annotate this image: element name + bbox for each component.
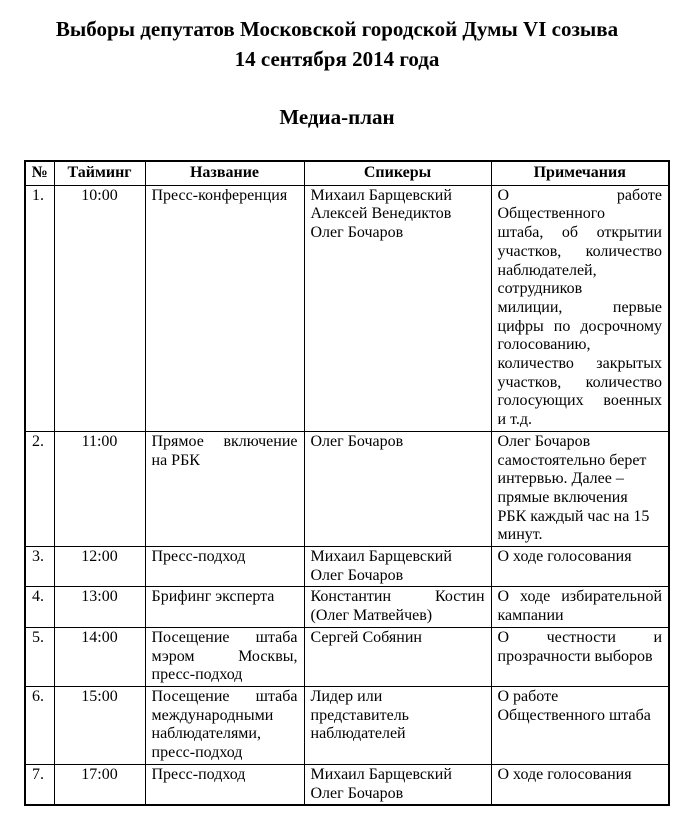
cell-timing: 12:00 <box>54 547 145 587</box>
cell-text-line: Олег Бочаров <box>310 784 404 802</box>
cell-text-line: О работе <box>497 186 662 204</box>
cell-text-line: Пресс-конференция <box>151 186 288 204</box>
cell-text-line: Посещение штаба <box>151 687 298 705</box>
cell-text-line: Михаил Барщевский <box>310 765 452 783</box>
cell-text-line: цифры по досрочному <box>497 317 662 335</box>
cell-text-line: О ходе голосования <box>497 765 632 783</box>
cell-number: 6. <box>25 686 54 764</box>
cell-text-line: (Олег Матвейчев) <box>310 607 433 625</box>
cell-speakers <box>304 185 491 431</box>
cell-text-line: О работе <box>497 687 559 705</box>
cell-title <box>145 547 304 587</box>
cell-text-line: наблюдателей <box>310 725 406 743</box>
cell-text-line: пресс-подход <box>151 744 243 762</box>
cell-text-line: милиции, первые <box>497 298 662 316</box>
cell-speakers <box>304 587 491 627</box>
cell-speakers <box>304 547 491 587</box>
cell-text-line: мэром Москвы, <box>151 647 298 665</box>
cell-notes <box>491 547 669 587</box>
cell-text-line: сотрудников <box>497 280 583 298</box>
cell-notes <box>491 185 669 431</box>
cell-text-line: самостоятельно берет <box>497 451 647 469</box>
cell-speakers <box>304 686 491 764</box>
table-row <box>25 686 669 764</box>
table-header-row <box>25 161 669 185</box>
cell-timing: 17:00 <box>54 764 145 805</box>
cell-number: 3. <box>25 547 54 587</box>
cell-text-line: О ходе избирательной <box>497 588 662 606</box>
cell-notes <box>491 686 669 764</box>
cell-text-line: Общественного штаба <box>497 706 651 724</box>
document-subtitle: Медиа-план <box>279 105 395 129</box>
cell-text-line: Общественного <box>497 205 605 223</box>
cell-timing: 14:00 <box>54 627 145 686</box>
cell-text-line: Прямое включение <box>151 432 298 450</box>
cell-text-line: и т.д. <box>497 411 532 429</box>
media-plan-table <box>24 160 670 806</box>
title-line-1: Выборы депутатов Московской городской Думы VI созыва <box>55 17 619 41</box>
cell-text-line: Олег Бочаров <box>310 432 404 450</box>
cell-text-line: Лидер или <box>310 687 383 705</box>
cell-text-line: штаба, об открытии <box>497 224 662 242</box>
cell-text-line: прозрачности выборов <box>497 647 653 665</box>
cell-text-line: РБК каждый час на 15 <box>497 507 650 525</box>
document-title <box>0 0 674 74</box>
cell-timing: 10:00 <box>54 185 145 431</box>
cell-text-line: минут. <box>497 526 543 544</box>
cell-text-line: участков, количество <box>497 373 662 391</box>
column-header-title: Название <box>145 161 304 185</box>
cell-timing: 11:00 <box>54 431 145 546</box>
table-row <box>25 547 669 587</box>
cell-number: 4. <box>25 587 54 627</box>
cell-text-line: количество закрытых <box>497 355 662 373</box>
cell-speakers <box>304 431 491 546</box>
cell-text-line: интервью. Далее – <box>497 470 624 488</box>
title-line-2: 14 сентября 2014 года <box>234 47 440 71</box>
cell-speakers <box>304 764 491 805</box>
cell-text-line: О ходе голосования <box>497 548 632 566</box>
table-row <box>25 587 669 627</box>
column-header-timing: Тайминг <box>54 161 145 185</box>
cell-text-line: Константин Костин <box>310 588 485 606</box>
cell-text-line: участков, количество <box>497 242 662 260</box>
column-header-notes: Примечания <box>491 161 669 185</box>
table-row <box>25 431 669 546</box>
cell-timing: 13:00 <box>54 587 145 627</box>
cell-text-line: наблюдателями, <box>151 725 261 743</box>
table-row <box>25 764 669 805</box>
cell-text-line: О честности и <box>497 628 662 646</box>
cell-text-line: Посещение штаба <box>151 628 298 646</box>
cell-speakers <box>304 627 491 686</box>
cell-text-line: Олег Бочаров <box>310 566 404 584</box>
cell-notes <box>491 764 669 805</box>
table-row <box>25 627 669 686</box>
cell-text-line: Брифинг эксперта <box>151 588 275 606</box>
cell-title <box>145 764 304 805</box>
cell-text-line: пресс-подход <box>151 666 243 684</box>
cell-text-line: кампании <box>497 607 564 625</box>
cell-text-line: Олег Бочаров <box>497 432 591 450</box>
cell-number: 5. <box>25 627 54 686</box>
cell-notes <box>491 431 669 546</box>
cell-text-line: международными <box>151 706 274 724</box>
cell-notes <box>491 587 669 627</box>
cell-number: 1. <box>25 185 54 431</box>
cell-number: 7. <box>25 764 54 805</box>
cell-text-line: Пресс-подход <box>151 548 246 566</box>
cell-title <box>145 431 304 546</box>
column-header-speakers: Спикеры <box>304 161 491 185</box>
cell-text-line: Михаил Барщевский <box>310 186 452 204</box>
cell-text-line: на РБК <box>151 451 200 469</box>
table-row <box>25 185 669 431</box>
cell-text-line: Олег Бочаров <box>310 224 404 242</box>
table-body <box>25 185 669 805</box>
cell-text-line: Пресс-подход <box>151 765 246 783</box>
cell-text-line: прямые включения <box>497 488 628 506</box>
cell-text-line: Михаил Барщевский <box>310 548 452 566</box>
cell-title <box>145 587 304 627</box>
cell-text-line: голосованию, <box>497 336 591 354</box>
cell-timing: 15:00 <box>54 686 145 764</box>
cell-text-line: голосующих военных <box>497 392 662 410</box>
column-header-number: № <box>25 161 54 185</box>
cell-text-line: представитель <box>310 706 409 724</box>
cell-text-line: Алексей Венедиктов <box>310 205 452 223</box>
cell-notes <box>491 627 669 686</box>
cell-title <box>145 686 304 764</box>
cell-text-line: Сергей Собянин <box>310 628 422 646</box>
cell-title <box>145 627 304 686</box>
cell-text-line: наблюдателей, <box>497 261 597 279</box>
cell-title <box>145 185 304 431</box>
cell-number: 2. <box>25 431 54 546</box>
